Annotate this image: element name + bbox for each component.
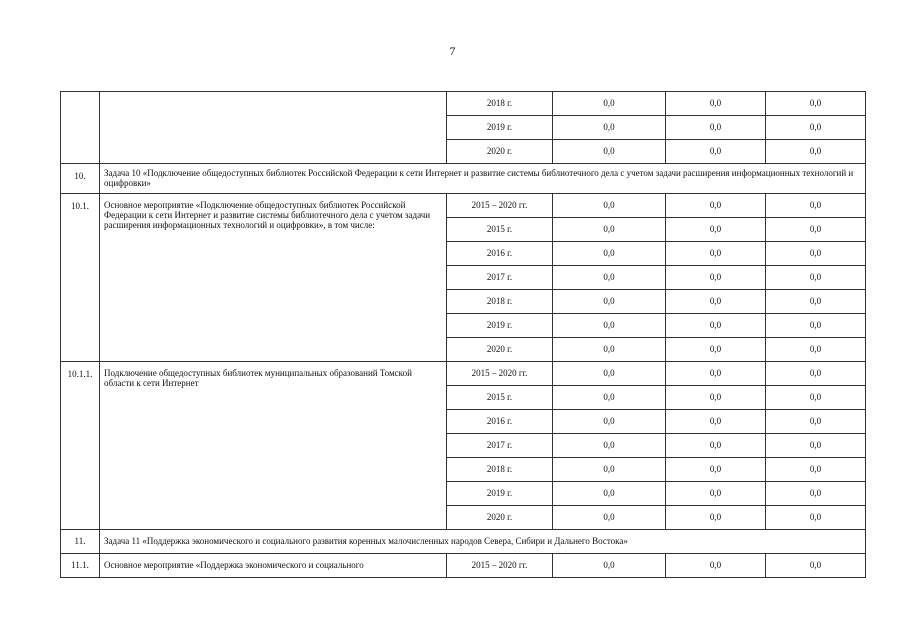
year-cell: 2020 г.	[447, 337, 553, 361]
value-cell: 0,0	[766, 313, 866, 337]
task-number: 10.	[61, 164, 100, 194]
value-cell: 0,0	[666, 505, 766, 529]
value-cell: 0,0	[766, 433, 866, 457]
program-table	[60, 91, 866, 578]
value-cell: 0,0	[553, 313, 666, 337]
value-cell: 0,0	[553, 92, 666, 116]
year-cell: 2015 – 2020 гг.	[447, 361, 553, 385]
year-cell: 2015 – 2020 гг.	[447, 193, 553, 217]
value-cell: 0,0	[766, 385, 866, 409]
value-cell: 0,0	[766, 265, 866, 289]
number-cell	[61, 92, 100, 164]
value-cell: 0,0	[553, 337, 666, 361]
value-cell: 0,0	[766, 553, 866, 577]
value-cell: 0,0	[666, 433, 766, 457]
value-cell: 0,0	[666, 193, 766, 217]
value-cell: 0,0	[666, 116, 766, 140]
year-cell: 2020 г.	[447, 140, 553, 164]
value-cell: 0,0	[766, 505, 866, 529]
value-cell: 0,0	[666, 553, 766, 577]
item-description: Основное мероприятие «Поддержка экономического и социального	[100, 553, 447, 577]
task-number: 11.	[61, 529, 100, 553]
value-cell: 0,0	[766, 193, 866, 217]
item-number: 10.1.1.	[61, 361, 100, 529]
item-description: Подключение общедоступных библиотек муниципальных образований Томской области к сети Интернет	[100, 361, 447, 529]
page-number: 7	[449, 44, 456, 58]
year-cell: 2015 – 2020 гг.	[447, 553, 553, 577]
value-cell: 0,0	[766, 289, 866, 313]
table-row	[61, 92, 866, 116]
task-description: Задача 11 «Поддержка экономического и социального развития коренных малочисленных народов Севера, Сибири и Дальнего Востока»	[100, 529, 866, 553]
value-cell: 0,0	[766, 140, 866, 164]
value-cell: 0,0	[553, 505, 666, 529]
value-cell: 0,0	[666, 140, 766, 164]
value-cell: 0,0	[666, 457, 766, 481]
value-cell: 0,0	[666, 481, 766, 505]
value-cell: 0,0	[766, 457, 866, 481]
value-cell: 0,0	[666, 361, 766, 385]
year-cell: 2015 г.	[447, 385, 553, 409]
value-cell: 0,0	[666, 217, 766, 241]
value-cell: 0,0	[666, 409, 766, 433]
value-cell: 0,0	[553, 361, 666, 385]
year-cell: 2016 г.	[447, 241, 553, 265]
year-cell: 2020 г.	[447, 505, 553, 529]
description-cell	[100, 92, 447, 164]
value-cell: 0,0	[766, 241, 866, 265]
year-cell: 2019 г.	[447, 313, 553, 337]
value-cell: 0,0	[766, 116, 866, 140]
value-cell: 0,0	[553, 265, 666, 289]
task-description: Задача 10 «Подключение общедоступных библиотек Российской Федерации к сети Интернет и развитие системы библиотечного дела с учетом задачи расширения информационных технологий и оцифровки»	[100, 164, 866, 194]
year-cell: 2019 г.	[447, 481, 553, 505]
year-cell: 2015 г.	[447, 217, 553, 241]
value-cell: 0,0	[666, 289, 766, 313]
item-number: 10.1.	[61, 193, 100, 361]
year-cell: 2019 г.	[447, 116, 553, 140]
value-cell: 0,0	[666, 92, 766, 116]
value-cell: 0,0	[553, 433, 666, 457]
value-cell: 0,0	[766, 92, 866, 116]
value-cell: 0,0	[553, 385, 666, 409]
value-cell: 0,0	[766, 217, 866, 241]
value-cell: 0,0	[553, 409, 666, 433]
item-description: Основное мероприятие «Подключение общедоступных библиотек Российской Федерации к сети Интернет и развитие системы библиотечного дела с учетом задачи расширения информационных технологий и оцифровки», в том числе:	[100, 193, 447, 361]
item-number: 11.1.	[61, 553, 100, 577]
table-row	[61, 193, 866, 217]
value-cell: 0,0	[553, 140, 666, 164]
value-cell: 0,0	[553, 289, 666, 313]
task-row	[61, 164, 866, 194]
value-cell: 0,0	[766, 409, 866, 433]
value-cell: 0,0	[553, 193, 666, 217]
value-cell: 0,0	[553, 241, 666, 265]
value-cell: 0,0	[666, 337, 766, 361]
value-cell: 0,0	[553, 457, 666, 481]
year-cell: 2018 г.	[447, 457, 553, 481]
value-cell: 0,0	[553, 116, 666, 140]
year-cell: 2018 г.	[447, 289, 553, 313]
value-cell: 0,0	[666, 265, 766, 289]
value-cell: 0,0	[553, 481, 666, 505]
value-cell: 0,0	[666, 241, 766, 265]
value-cell: 0,0	[766, 337, 866, 361]
year-cell: 2018 г.	[447, 92, 553, 116]
task-row	[61, 529, 866, 553]
table-row	[61, 553, 866, 577]
value-cell: 0,0	[553, 217, 666, 241]
value-cell: 0,0	[666, 385, 766, 409]
value-cell: 0,0	[666, 313, 766, 337]
value-cell: 0,0	[553, 553, 666, 577]
year-cell: 2017 г.	[447, 265, 553, 289]
value-cell: 0,0	[766, 361, 866, 385]
year-cell: 2017 г.	[447, 433, 553, 457]
value-cell: 0,0	[766, 481, 866, 505]
table-row	[61, 361, 866, 385]
year-cell: 2016 г.	[447, 409, 553, 433]
